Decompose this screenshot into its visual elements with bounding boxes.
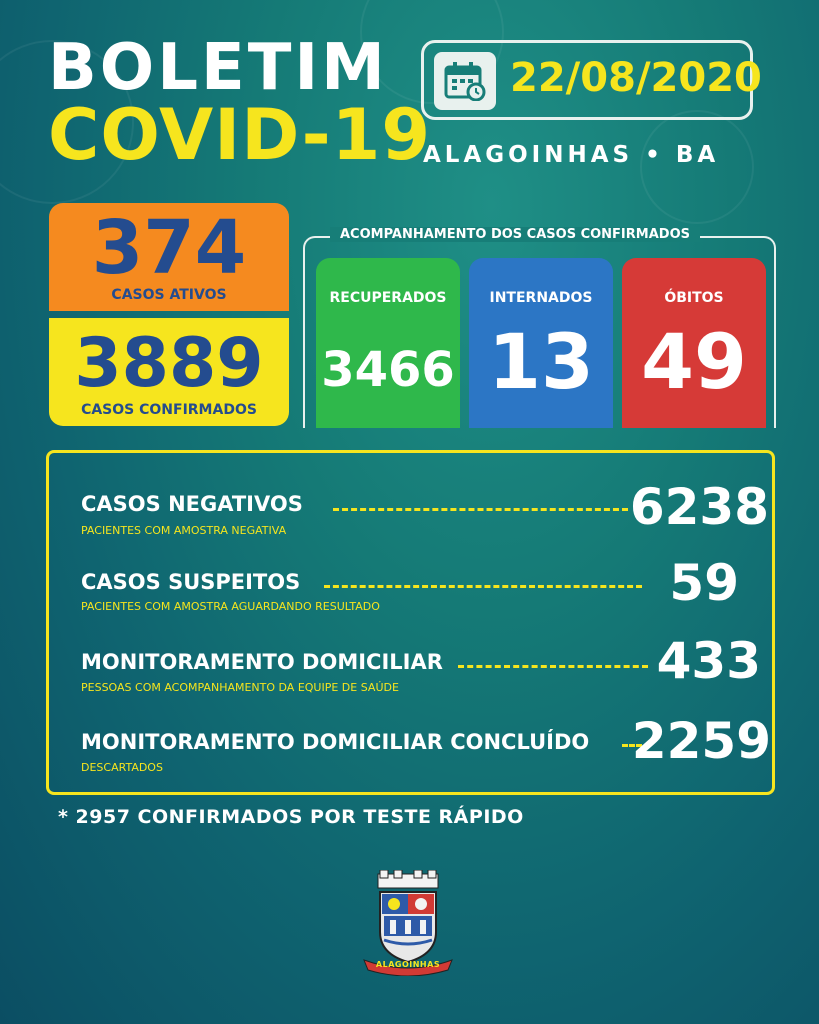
negative-cases-subtitle: PACIENTES COM AMOSTRA NEGATIVA (81, 524, 287, 537)
home-monitoring-done-value: 2259 (631, 712, 771, 770)
tracking-title: ACOMPANHAMENTO DOS CASOS CONFIRMADOS (330, 227, 700, 242)
recovered-label: RECUPERADOS (329, 290, 447, 306)
deaths-value: 49 (641, 317, 747, 406)
hospitalized-card (469, 258, 613, 428)
home-monitoring-done-subtitle: DESCARTADOS (81, 761, 163, 774)
hospitalized-value: 13 (488, 317, 594, 406)
active-cases-label: CASOS ATIVOS (111, 287, 227, 303)
confirmed-cases-box (49, 318, 289, 426)
rapid-test-footnote: * 2957 CONFIRMADOS POR TESTE RÁPIDO (58, 806, 524, 828)
title-boletim: BOLETIM (48, 31, 388, 105)
deaths-label: ÓBITOS (664, 290, 724, 306)
recovered-value: 3466 (321, 342, 455, 398)
city-crest-icon (360, 870, 456, 976)
active-cases-box (49, 203, 289, 311)
location-label: ALAGOINHAS • BA (423, 142, 720, 168)
calendar-icon (434, 52, 496, 110)
deaths-card (622, 258, 766, 428)
dotted-leader (333, 508, 628, 511)
bulletin-date: 22/08/2020 (510, 55, 762, 101)
suspect-cases-subtitle: PACIENTES COM AMOSTRA AGUARDANDO RESULTADO (81, 600, 380, 613)
home-monitoring-value: 433 (656, 632, 761, 690)
suspect-cases-title: CASOS SUSPEITOS (81, 570, 301, 594)
recovered-card (316, 258, 460, 428)
confirmed-cases-label: CASOS CONFIRMADOS (81, 402, 257, 418)
negative-cases-title: CASOS NEGATIVOS (81, 492, 303, 516)
negative-cases-value: 6238 (629, 478, 769, 536)
dotted-leader (458, 665, 648, 668)
confirmed-cases-value: 3889 (74, 324, 264, 403)
hospitalized-label: INTERNADOS (489, 290, 593, 306)
suspect-cases-value: 59 (669, 554, 739, 612)
home-monitoring-subtitle: PESSOAS COM ACOMPANHAMENTO DA EQUIPE DE SAÚDE (81, 681, 399, 694)
dotted-leader (324, 585, 642, 588)
title-covid: COVID-19 (48, 94, 432, 176)
crest-banner-text: ALAGOINHAS (375, 960, 441, 969)
home-monitoring-done-title: MONITORAMENTO DOMICILIAR CONCLUÍDO (81, 730, 590, 754)
home-monitoring-title: MONITORAMENTO DOMICILIAR (81, 650, 443, 674)
active-cases-value: 374 (91, 205, 247, 291)
